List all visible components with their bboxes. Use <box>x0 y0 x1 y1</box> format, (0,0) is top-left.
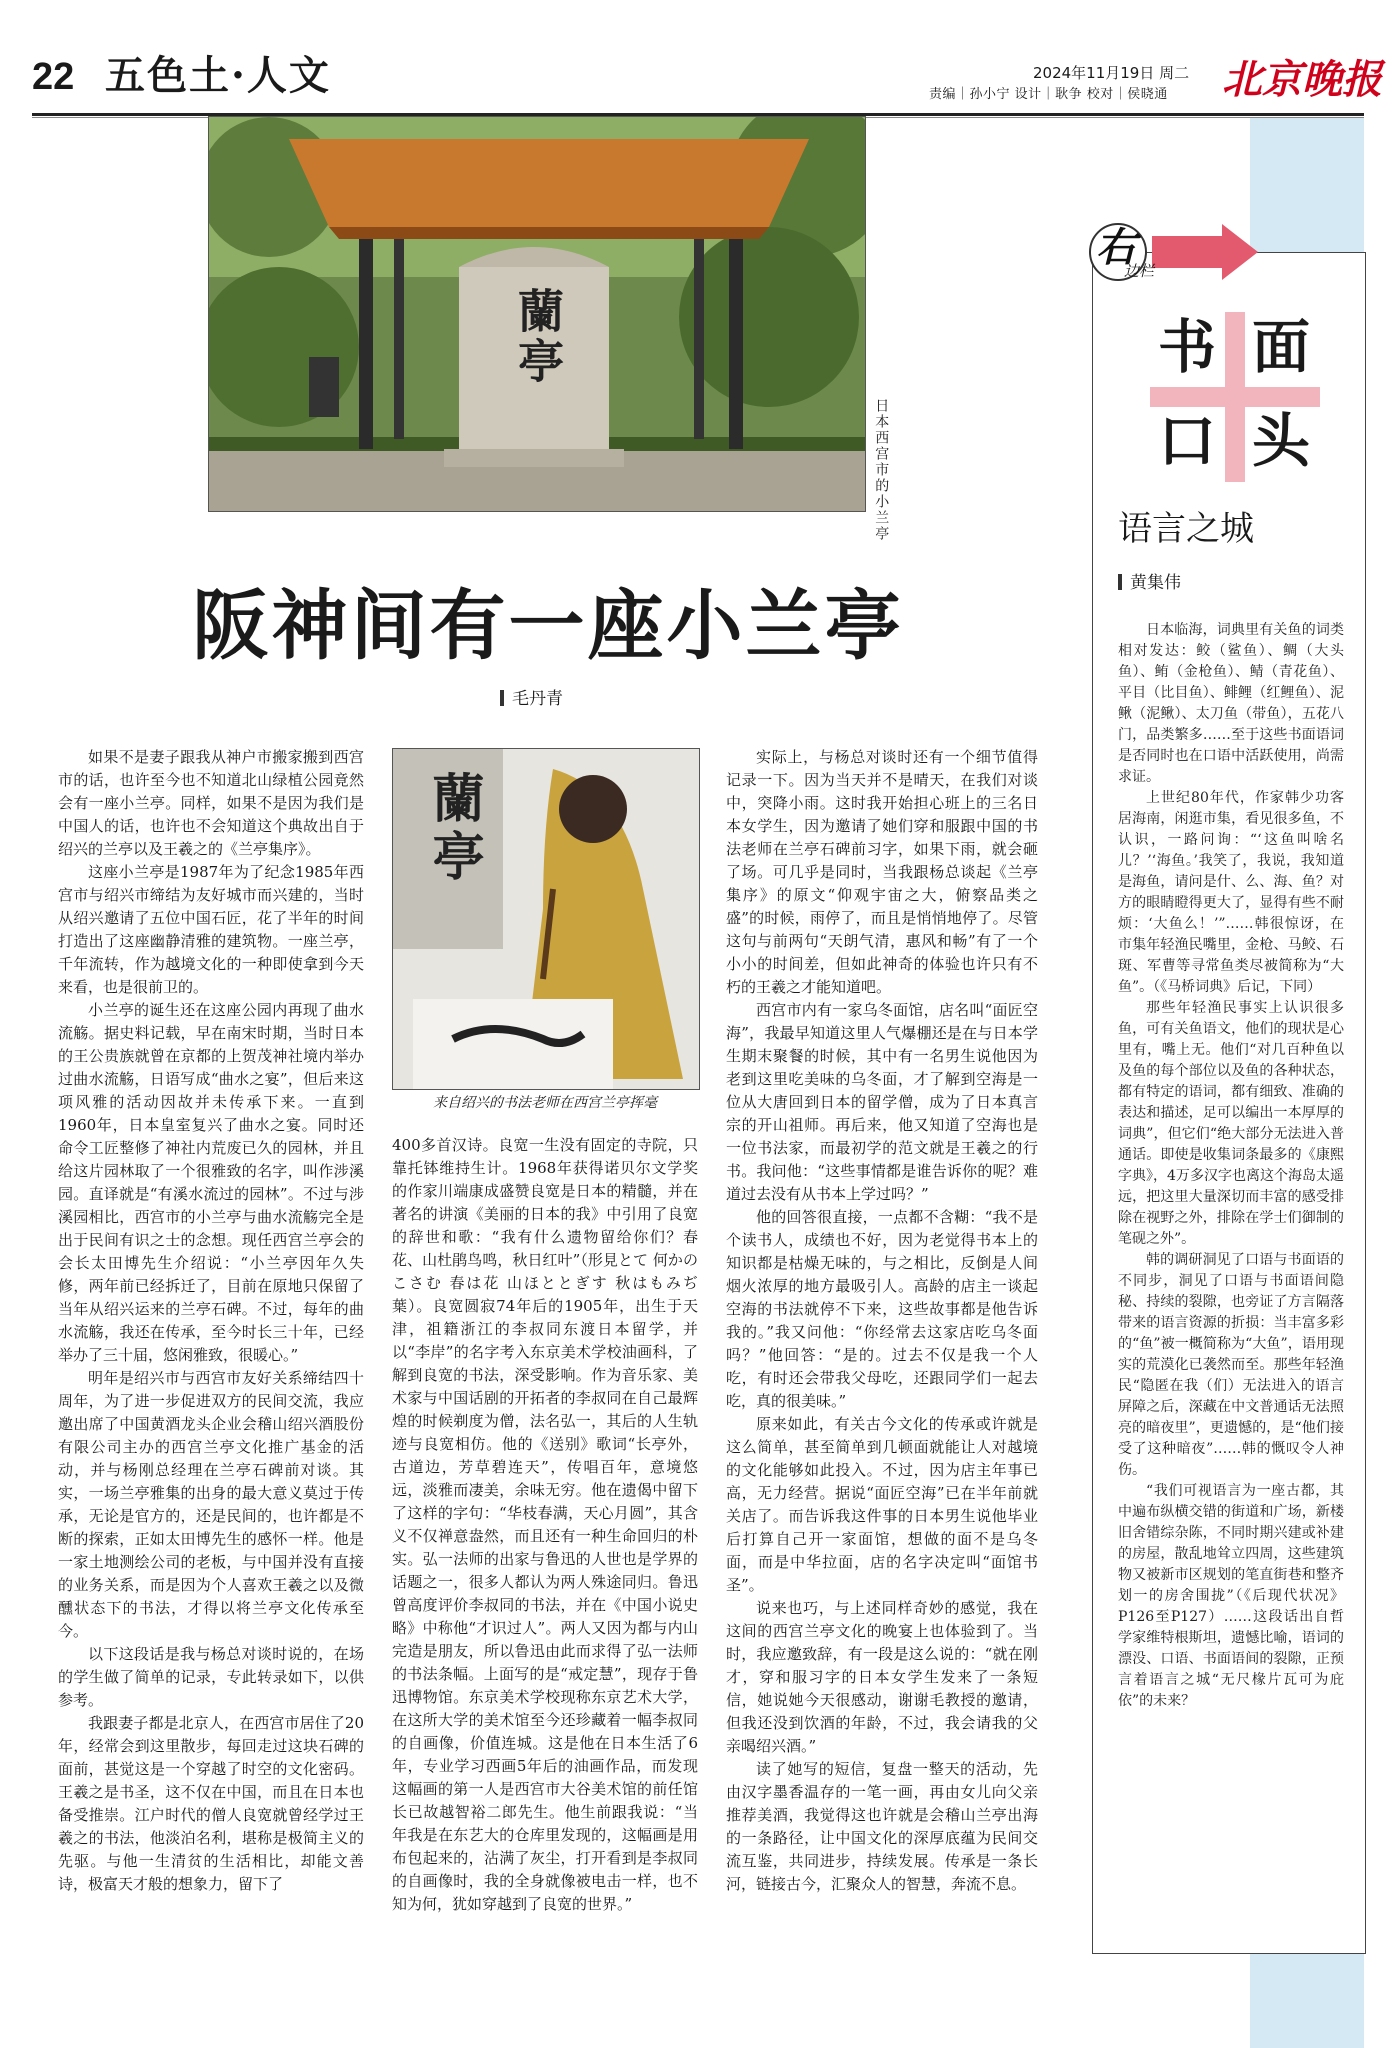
column-char-4: 头 <box>1252 407 1311 475</box>
section-title: 五色土·人文 <box>105 52 331 99</box>
paragraph: 实际上，与杨总对谈时还有一个细节值得记录一下。因为当天并不是晴天，在我们对谈中，突降小雨。这时我开始担心班上的三名日本女学生，因为邀请了她们穿和服跟中国的书法老师在兰亭石碑前习字，如果下雨，就会砸了场。可几乎是同时，当我跟杨总谈起《兰亭集序》的原文“仰观宇宙之大，俯察品类之盛”的时候，雨停了，而且是悄悄地停了。尽管这句与前两句“天朗气清，惠风和畅”有了一个小小的时间差，但如此神奇的体验也许只有不朽的王羲之才能知道吧。 <box>726 748 1038 996</box>
stele-inscription: 蘭亭 <box>511 287 565 387</box>
paragraph: 我跟妻子都是北京人，在西宫市居住了20年，经常会到这里散步，每回走过这块石碑的面前，甚觉这是一个穿越了时空的文化密码。王羲之是书圣，这不仅在中国，而且在日本也备受推崇。江户时代的僧人良宽就曾经学过王羲之的书法，他淡泊名利，堪称是极简主义的先驱。与他一生清贫的生活相比，却能文善诗，极富天才般的想象力，留下了 <box>58 1714 364 1893</box>
masthead-logo: 北京晚报 <box>1222 56 1382 103</box>
sidebar-tag-sub: 边栏 <box>1124 262 1155 280</box>
main-photo-caption: 日本西宫市的小兰亭 <box>873 398 890 542</box>
column-char-3: 口 <box>1158 407 1217 475</box>
column-logo <box>1150 312 1320 482</box>
paragraph: 读了她写的短信，复盘一整天的活动，先由汉字墨香温存的一笔一画，再由女儿向父亲推荐美酒，我觉得这也许就是会稽山兰亭出海的一条路径，让中国文化的深厚底蕴为民间交流互鉴，共同进步，持续发展。传承是一条长河，链接古今，汇聚众人的智慧，奔流不息。 <box>726 1760 1038 1893</box>
paragraph: 说来也巧，与上述同样奇妙的感觉，我在这间的西宫兰亭文化的晚宴上也体验到了。当时，我应邀致辞，有一段是这么说的：“就在刚才，穿和服习字的日本女学生发来了一条短信，她说她今天很感动，谢谢毛教授的邀请，但我还没到饮酒的年龄，不过，我会请我的父亲喝绍兴酒。” <box>726 1599 1038 1755</box>
paragraph: 明年是绍兴市与西宫市友好关系缔结四十周年，为了进一步促进双方的民间交流，我应邀出席了中国黄酒龙头企业会稽山绍兴酒股份有限公司主办的西宫兰亭文化推广基金的活动，并与杨刚总经理在兰亭石碑前对谈。其实，一场兰亭雅集的出身的最大意义莫过于传承，无论是官方的，还是民间的，也许都是不断的探索，正如太田博先生的感怀一样。他是一家土地测绘公司的老板，与中国并没有直接的业务关系，而是因为个人喜欢王羲之以及微醺状态下的书法，才得以将兰亭文化传承至今。 <box>58 1369 364 1640</box>
paragraph: 那些年轻渔民事实上认识很多鱼，可有关鱼语文，他们的现状是心里有，嘴上无。他们“对几百种鱼以及鱼的每个部位以及鱼的各种状态，都有特定的语词，都有细致、准确的表达和描述，足可以编出一本厚厚的词典”，但它们“绝大部分无法进入普通话。即使是收集词条最多的《康熙字典》，4万多汉字也离这个海岛太遥远，把这里大量深切而丰富的感受排除在视野之外，排除在学士们御制的笔砚之外”。 <box>1118 1000 1344 1247</box>
paragraph: 以下这段话是我与杨总对谈时说的，在场的学生做了简单的记录，专此转录如下，以供参考。 <box>58 1645 364 1709</box>
calligraphy-stele-inscription: 蘭亭 <box>423 771 484 887</box>
issue-date: 2024年11月19日 周二 <box>1033 64 1190 82</box>
article-column-1 <box>58 746 364 1896</box>
calligraphy-caption: 来自绍兴的书法老师在西宫兰亭挥毫 <box>433 1095 657 1111</box>
byline-marker <box>1118 574 1122 590</box>
stele-pavilion-photo <box>208 116 866 512</box>
sidebar-byline <box>1118 574 1181 592</box>
article-headline: 阪神间有一座小兰亭 <box>192 581 904 670</box>
paragraph: 原来如此，有关古今文化的传承或许就是这么简单，甚至简单到几顿面就能让人对越境的文化能够如此投入。不过，因为店主年事已高，无力经营。据说“面匠空海”已在半年前就关店了。而告诉我这件事的日本男生说他毕业后打算自己开一家面馆，想做的面不是乌冬面，而是中华拉面，店的名字决定叫“面馆书圣”。 <box>726 1415 1038 1594</box>
paragraph: 上世纪80年代，作家韩少功客居海南，闲逛市集，看见很多鱼，不认识，一路问询：“‘这鱼叫啥名儿？’‘海鱼。’我笑了，我说，我知道是海鱼，请问是什、么、海、鱼？对方的眼睛瞪得更大了，显得有些不耐烦：‘大鱼么！’”……韩很惊讶，在市集年轻渔民嘴里，金枪、马鲛、石斑、军曹等寻常鱼类尽被简称为“大鱼”。（《马桥词典》后记，下同） <box>1118 790 1344 995</box>
article-column-2 <box>392 1134 698 1916</box>
paragraph: 韩的调研洞见了口语与书面语的不同步，洞见了口语与书面语间隐秘、持续的裂隙，也旁证了方言隔落带来的语言资源的折损：当丰富多彩的“鱼”被一概简称为“大鱼”，语用现实的荒漠化已袭然而至。那些年轻渔民“隐匿在我（们）无法进入的语言屏障之后，深藏在中文普通话无法照亮的暗夜里”，更遗憾的，是“他们接受了这种暗夜”……韩的慨叹令人神伤。 <box>1118 1252 1344 1478</box>
editor-credits: 责编｜孙小宁 设计｜耿争 校对｜侯晓通 <box>929 87 1168 102</box>
byline-marker <box>500 690 504 706</box>
sidebar-tag-main: 右 <box>1096 224 1136 271</box>
article-column-3 <box>726 746 1038 1896</box>
sidebar-tag <box>1082 222 1262 282</box>
paragraph: 400多首汉诗。良宽一生没有固定的寺院，只靠托钵维持生计。1968年获得诺贝尔文学奖的作家川端康成盛赞良宽是日本的精髓，并在著名的讲演《美丽的日本的我》中引用了良宽的辞世和歌：“我有什么遗物留给你们？春花、山杜鹃鸟鸣，秋日红叶”（形見とて 何かのこさむ 春は花 山ほととぎす 秋はもみぢ葉）。良宽圆寂74年后的1905年，出生于天津，祖籍浙江的李叔同东渡日本留学，并以“李岸”的名字考入东京美术学校油画科，了解到良宽的书法，深受影响。作为音乐家、美术家与中国话剧的开拓者的李叔同在自己最辉煌的时候剃度为僧，法名弘一，其后的人生轨迹与良宽相仿。他的《送别》歌词“长亭外，古道边，芳草碧连天”，传唱百年，意境悠远，淡雅而凄美，余味无穷。他在遗偈中留下了这样的字句：“华枝春满，天心月圆”，其含义不仅禅意盎然，而且还有一种生命回归的朴实。弘一法师的出家与鲁迅的人世也是学界的话题之一，很多人都认为两人殊途同归。鲁迅曾高度评价李叔同的书法，并在《中国小说史略》中称他“才识过人”。两人又因为都与内山完造是朋友，所以鲁迅由此而求得了弘一法师的书法条幅。上面写的是“戒定慧”，现存于鲁迅博物馆。东京美术学校现称东京艺术大学，在这所大学的美术馆至今还珍藏着一幅李叔同的自画像，价值连城。这是他在日本生活了6年，专业学习西画5年后的油画作品，而发现这幅画的第一人是西宫市大谷美术馆的前任馆长已故越智裕二郎先生。他生前跟我说：“当年我是在东艺大的仓库里发现的，这幅画是用布包起来的，沾满了灰尘，打开看到是李叔同的自画像时，我的全身就像被电击一样，也不知为何，犹如穿越到了良宽的世界。” <box>392 1136 698 1913</box>
article-author: 毛丹青 <box>512 689 563 709</box>
calligraphy-photo <box>392 748 700 1090</box>
column-char-1: 书 <box>1158 313 1217 381</box>
sidebar-title: 语言之城 <box>1118 509 1254 549</box>
paragraph: “我们可视语言为一座古都，其中遍布纵横交错的街道和广场，新楼旧舍错综杂陈，不同时期兴建或补建的房屋，散乱地耸立四周，这些建筑物又被新市区规划的笔直街巷和整齐划一的房舍围拢”（《后现代状况》P126至P127）……这段话出自哲学家维特根斯坦，遗憾比喻，语词的漂没、口语、书面语间的裂隙，正预言着语言之城“无尺椽片瓦可为庇依”的未来？ <box>1118 1483 1344 1709</box>
page-number: 22 <box>32 56 75 98</box>
article-byline <box>500 690 563 708</box>
sidebar-author: 黄集伟 <box>1130 573 1181 593</box>
paragraph: 这座小兰亭是1987年为了纪念1985年西宫市与绍兴市缔结为友好城市而兴建的，当时从绍兴邀请了五位中国石匠，花了半年的时间打造出了这座幽静清雅的建筑物。一座兰亭，千年流转，作为越境文化的一种即使拿到今天来看，也是很前卫的。 <box>58 863 364 996</box>
paragraph: 日本临海，词典里有关鱼的词类相对发达：鲛（鲨鱼）、鲷（大头鱼）、鲔（金枪鱼）、鲭（青花鱼）、平目（比目鱼）、鲱鲤（红鲤鱼）、泥鳅（泥鳅）、太刀鱼（带鱼），五花八门，品类繁多……至于这些书面语词是否同时也在口语中活跃使用，尚需求证。 <box>1118 622 1344 785</box>
paragraph: 小兰亭的诞生还在这座公园内再现了曲水流觞。据史料记载，早在南宋时期，当时日本的王公贵族就曾在京都的上贺茂神社境内举办过曲水流觞，日语写成“曲水之宴”，但后来这项风雅的活动因故并未传承下来。一直到1960年，日本皇室复兴了曲水之宴。同时还命令工匠整修了神社内荒废已久的园林，并且给这片园林取了一个很雅致的名字，叫作涉溪园。直译就是“有溪水流过的园林”。不过与涉溪园相比，西宫市的小兰亭与曲水流觞完全是出于民间有识之士的念想。现任西宫兰亭会的会长太田博先生介绍说：“小兰亭因年久失修，两年前已经拆迁了，目前在原地只保留了当年从绍兴运来的兰亭石碑。不过，每年的曲水流觞，我还在传承，至今时长三十年，已经举办了三十届，悠闲雅致，很暖心。” <box>58 1001 364 1364</box>
sidebar-text <box>1118 620 1344 1712</box>
column-char-2: 面 <box>1252 313 1311 381</box>
paragraph: 他的回答很直接，一点都不含糊：“我不是个读书人，成绩也不好，因为老觉得书本上的知识都是枯燥无味的，与之相比，反倒是人间烟火浓厚的地方最吸引人。高龄的店主一谈起空海的书法就停不下来，这些故事都是他告诉我的。”我又问他：“你经常去这家店吃乌冬面吗？”他回答：“是的。过去不仅是我一个人吃，有时还会带我父母吃，还跟同学们一起去吃，真的很美味。” <box>726 1208 1038 1410</box>
paragraph: 如果不是妻子跟我从神户市搬家搬到西宫市的话，也许至今也不知道北山绿植公园竟然会有一座小兰亭。同样，如果不是因为我们是中国人的话，也许也不会知道这个典故出自于绍兴的兰亭以及王羲之的《兰亭集序》。 <box>58 748 364 858</box>
paragraph: 西宫市内有一家乌冬面馆，店名叫“面匠空海”，我最早知道这里人气爆棚还是在与日本学生期末聚餐的时候，其中有一名男生说他因为老到这里吃美味的乌冬面，才了解到空海是一位从大唐回到日本的留学僧，成为了日本真言宗的开山祖师。再后来，他又知道了空海也是一位书法家，而最初学的范文就是王羲之的行书。我问他：“这些事情都是谁告诉你的呢？难道过去没有从书本上学过吗？” <box>726 1001 1038 1203</box>
